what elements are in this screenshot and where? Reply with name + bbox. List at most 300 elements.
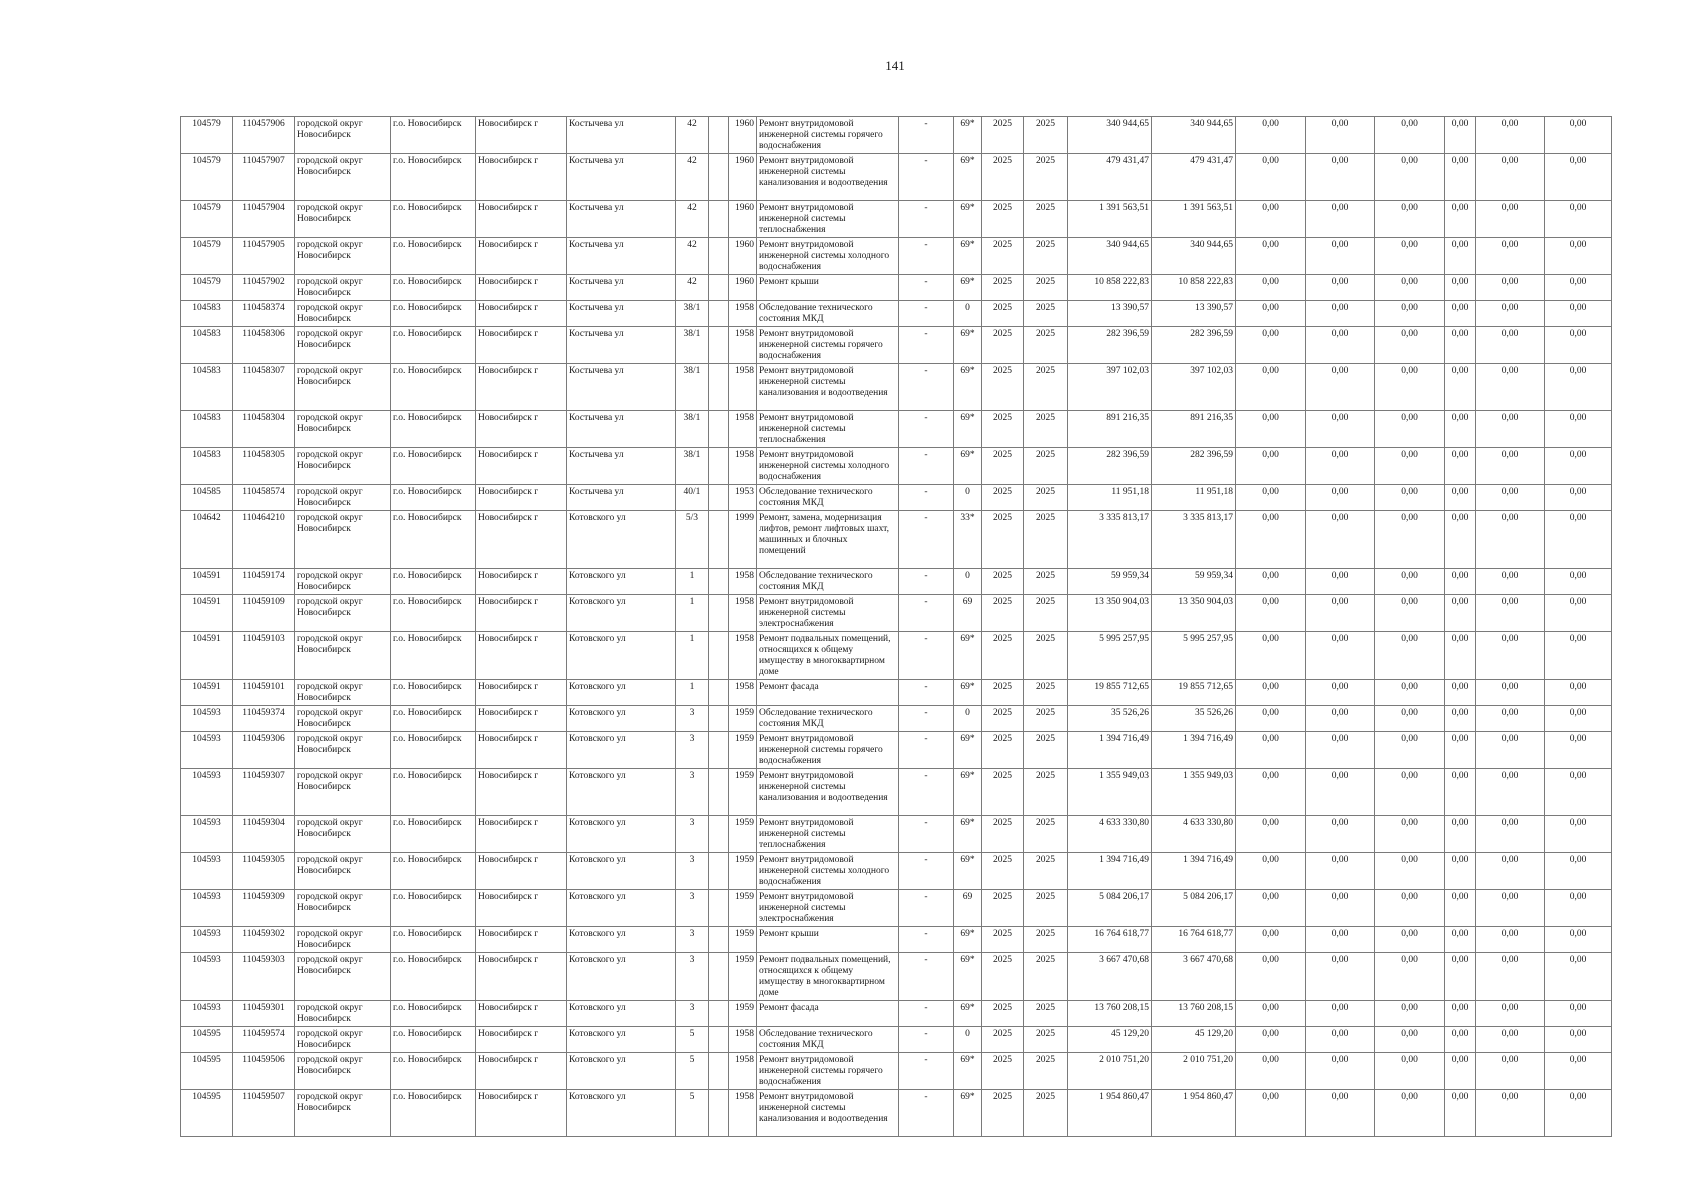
cell-house-number: 1 — [676, 680, 709, 706]
cell-other-funds: 0,00 — [1476, 1001, 1545, 1027]
table-row — [181, 853, 1612, 890]
cell-locality: Новосибирск г — [476, 327, 567, 364]
cell-work-id: 110457906 — [233, 117, 295, 154]
cell-owners-funds: 0,00 — [1445, 364, 1476, 411]
cell-regional-funds: 0,00 — [1306, 201, 1375, 238]
cell-house-id: 104595 — [181, 1027, 233, 1053]
cell-house-number: 3 — [676, 1001, 709, 1027]
cell-house-number: 5 — [676, 1090, 709, 1137]
cell-house-number: 42 — [676, 117, 709, 154]
cell-cost-unit: - — [899, 448, 954, 485]
cell-house-id: 104579 — [181, 275, 233, 301]
cell-wear-percent: 69* — [954, 238, 982, 275]
cell-regional-funds: 0,00 — [1306, 853, 1375, 890]
cell-plan-end: 2025 — [1024, 1053, 1068, 1090]
cell-work-id: 110459101 — [233, 680, 295, 706]
cell-locality: Новосибирск г — [476, 732, 567, 769]
cell-municipality: г.о. Новосибирск — [391, 485, 476, 511]
cell-plan-end: 2025 — [1024, 327, 1068, 364]
cell-owners-funds: 0,00 — [1445, 485, 1476, 511]
cell-work-id: 110459307 — [233, 769, 295, 816]
table-row — [181, 706, 1612, 732]
cell-work-id: 110458306 — [233, 327, 295, 364]
cell-other-funds: 0,00 — [1476, 816, 1545, 853]
cell-municipality: г.о. Новосибирск — [391, 1090, 476, 1137]
cell-fund-cost: 340 944,65 — [1152, 238, 1236, 275]
cell-street: Котовского ул — [567, 953, 676, 1001]
cell-reserve-funds: 0,00 — [1545, 117, 1612, 154]
cell-district: городской округ Новосибирск — [295, 1090, 391, 1137]
cell-reserve-funds: 0,00 — [1545, 511, 1612, 569]
cell-municipality: г.о. Новосибирск — [391, 927, 476, 953]
cell-work-id: 110457907 — [233, 154, 295, 201]
cell-work-id: 110459109 — [233, 595, 295, 632]
cell-locality: Новосибирск г — [476, 1027, 567, 1053]
cell-work-id: 110457902 — [233, 275, 295, 301]
cell-work-type: Ремонт фасада — [757, 680, 899, 706]
cell-work-type: Ремонт подвальных помещений, относящихся к общему имуществу в многоквартирном доме — [757, 953, 899, 1001]
cell-housing — [709, 569, 729, 595]
cell-year-built: 1959 — [729, 853, 757, 890]
cell-street: Котовского ул — [567, 769, 676, 816]
cell-federal-funds: 0,00 — [1236, 890, 1306, 927]
cell-district: городской округ Новосибирск — [295, 632, 391, 680]
cell-locality: Новосибирск г — [476, 953, 567, 1001]
cell-cost-unit: - — [899, 411, 954, 448]
table-row — [181, 275, 1612, 301]
cell-municipality: г.о. Новосибирск — [391, 411, 476, 448]
cell-district: городской округ Новосибирск — [295, 1001, 391, 1027]
cell-local-funds: 0,00 — [1375, 1053, 1445, 1090]
cell-owners-funds: 0,00 — [1445, 448, 1476, 485]
cell-other-funds: 0,00 — [1476, 448, 1545, 485]
cell-local-funds: 0,00 — [1375, 327, 1445, 364]
cell-other-funds: 0,00 — [1476, 927, 1545, 953]
cell-work-id: 110459305 — [233, 853, 295, 890]
cell-local-funds: 0,00 — [1375, 706, 1445, 732]
cell-plan-end: 2025 — [1024, 448, 1068, 485]
cell-plan-start: 2025 — [982, 154, 1024, 201]
cell-municipality: г.о. Новосибирск — [391, 364, 476, 411]
cell-plan-end: 2025 — [1024, 890, 1068, 927]
cell-owners-funds: 0,00 — [1445, 680, 1476, 706]
cell-district: городской округ Новосибирск — [295, 853, 391, 890]
cell-plan-start: 2025 — [982, 1027, 1024, 1053]
cell-housing — [709, 632, 729, 680]
cell-district: городской округ Новосибирск — [295, 927, 391, 953]
cell-reserve-funds: 0,00 — [1545, 201, 1612, 238]
cell-plan-start: 2025 — [982, 927, 1024, 953]
table-row — [181, 732, 1612, 769]
page-number: 141 — [885, 58, 905, 73]
cell-work-id: 110458374 — [233, 301, 295, 327]
cell-fund-cost: 282 396,59 — [1152, 448, 1236, 485]
cell-work-type: Ремонт внутридомовой инженерной системы горячего водоснабжения — [757, 732, 899, 769]
cell-local-funds: 0,00 — [1375, 816, 1445, 853]
cell-work-type: Ремонт крыши — [757, 275, 899, 301]
cell-work-id: 110459507 — [233, 1090, 295, 1137]
cell-work-id: 110464210 — [233, 511, 295, 569]
cell-local-funds: 0,00 — [1375, 485, 1445, 511]
cell-owners-funds: 0,00 — [1445, 953, 1476, 1001]
cell-total-cost: 479 431,47 — [1068, 154, 1152, 201]
cell-cost-unit: - — [899, 595, 954, 632]
cell-regional-funds: 0,00 — [1306, 485, 1375, 511]
cell-work-type: Ремонт внутридомовой инженерной системы теплоснабжения — [757, 201, 899, 238]
cell-cost-unit: - — [899, 301, 954, 327]
cell-other-funds: 0,00 — [1476, 1027, 1545, 1053]
cell-work-type: Ремонт внутридомовой инженерной системы горячего водоснабжения — [757, 1053, 899, 1090]
cell-work-id: 110459304 — [233, 816, 295, 853]
cell-regional-funds: 0,00 — [1306, 411, 1375, 448]
cell-housing — [709, 154, 729, 201]
cell-plan-start: 2025 — [982, 1090, 1024, 1137]
cell-locality: Новосибирск г — [476, 448, 567, 485]
cell-house-number: 3 — [676, 706, 709, 732]
cell-work-type: Ремонт внутридомовой инженерной системы канализования и водоотведения — [757, 154, 899, 201]
cell-locality: Новосибирск г — [476, 853, 567, 890]
cell-locality: Новосибирск г — [476, 706, 567, 732]
cell-work-id: 110459174 — [233, 569, 295, 595]
cell-year-built: 1960 — [729, 201, 757, 238]
cell-total-cost: 45 129,20 — [1068, 1027, 1152, 1053]
cell-total-cost: 13 390,57 — [1068, 301, 1152, 327]
cell-cost-unit: - — [899, 890, 954, 927]
cell-local-funds: 0,00 — [1375, 680, 1445, 706]
cell-wear-percent: 69 — [954, 595, 982, 632]
cell-work-type: Ремонт внутридомовой инженерной системы канализования и водоотведения — [757, 364, 899, 411]
cell-district: городской округ Новосибирск — [295, 953, 391, 1001]
cell-house-number: 5 — [676, 1053, 709, 1090]
cell-other-funds: 0,00 — [1476, 706, 1545, 732]
cell-plan-end: 2025 — [1024, 1090, 1068, 1137]
table-row — [181, 1001, 1612, 1027]
cell-street: Костычева ул — [567, 238, 676, 275]
cell-work-type: Ремонт фасада — [757, 1001, 899, 1027]
cell-locality: Новосибирск г — [476, 1090, 567, 1137]
cell-street: Котовского ул — [567, 569, 676, 595]
cell-regional-funds: 0,00 — [1306, 154, 1375, 201]
cell-house-id: 104591 — [181, 595, 233, 632]
cell-other-funds: 0,00 — [1476, 154, 1545, 201]
cell-municipality: г.о. Новосибирск — [391, 154, 476, 201]
cell-district: городской округ Новосибирск — [295, 706, 391, 732]
cell-owners-funds: 0,00 — [1445, 569, 1476, 595]
cell-district: городской округ Новосибирск — [295, 327, 391, 364]
cell-work-type: Обследование технического состояния МКД — [757, 569, 899, 595]
repair-program-table — [180, 116, 1612, 1137]
cell-locality: Новосибирск г — [476, 511, 567, 569]
cell-reserve-funds: 0,00 — [1545, 853, 1612, 890]
cell-district: городской округ Новосибирск — [295, 732, 391, 769]
cell-other-funds: 0,00 — [1476, 853, 1545, 890]
cell-total-cost: 282 396,59 — [1068, 327, 1152, 364]
cell-plan-end: 2025 — [1024, 364, 1068, 411]
cell-total-cost: 891 216,35 — [1068, 411, 1152, 448]
cell-plan-start: 2025 — [982, 732, 1024, 769]
cell-house-number: 3 — [676, 816, 709, 853]
cell-house-id: 104593 — [181, 890, 233, 927]
cell-owners-funds: 0,00 — [1445, 1053, 1476, 1090]
cell-plan-start: 2025 — [982, 327, 1024, 364]
cell-regional-funds: 0,00 — [1306, 953, 1375, 1001]
cell-district: городской округ Новосибирск — [295, 275, 391, 301]
cell-year-built: 1958 — [729, 1090, 757, 1137]
cell-total-cost: 1 954 860,47 — [1068, 1090, 1152, 1137]
cell-local-funds: 0,00 — [1375, 1090, 1445, 1137]
cell-street: Костычева ул — [567, 485, 676, 511]
cell-plan-end: 2025 — [1024, 201, 1068, 238]
cell-owners-funds: 0,00 — [1445, 117, 1476, 154]
cell-municipality: г.о. Новосибирск — [391, 953, 476, 1001]
cell-cost-unit: - — [899, 569, 954, 595]
cell-district: городской округ Новосибирск — [295, 117, 391, 154]
cell-plan-start: 2025 — [982, 816, 1024, 853]
cell-wear-percent: 69* — [954, 732, 982, 769]
cell-locality: Новосибирск г — [476, 364, 567, 411]
cell-work-id: 110458305 — [233, 448, 295, 485]
cell-local-funds: 0,00 — [1375, 154, 1445, 201]
cell-total-cost: 10 858 222,83 — [1068, 275, 1152, 301]
cell-local-funds: 0,00 — [1375, 595, 1445, 632]
cell-fund-cost: 4 633 330,80 — [1152, 816, 1236, 853]
cell-work-id: 110458574 — [233, 485, 295, 511]
cell-other-funds: 0,00 — [1476, 485, 1545, 511]
cell-year-built: 1959 — [729, 890, 757, 927]
cell-house-number: 42 — [676, 154, 709, 201]
cell-work-type: Обследование технического состояния МКД — [757, 706, 899, 732]
cell-house-number: 3 — [676, 927, 709, 953]
cell-cost-unit: - — [899, 927, 954, 953]
cell-plan-start: 2025 — [982, 117, 1024, 154]
cell-work-type: Ремонт подвальных помещений, относящихся к общему имуществу в многоквартирном доме — [757, 632, 899, 680]
cell-house-number: 3 — [676, 769, 709, 816]
cell-total-cost: 13 760 208,15 — [1068, 1001, 1152, 1027]
cell-federal-funds: 0,00 — [1236, 411, 1306, 448]
cell-other-funds: 0,00 — [1476, 680, 1545, 706]
cell-street: Костычева ул — [567, 154, 676, 201]
cell-housing — [709, 485, 729, 511]
cell-house-id: 104591 — [181, 632, 233, 680]
cell-owners-funds: 0,00 — [1445, 595, 1476, 632]
cell-cost-unit: - — [899, 238, 954, 275]
cell-wear-percent: 69* — [954, 769, 982, 816]
cell-municipality: г.о. Новосибирск — [391, 853, 476, 890]
cell-work-id: 110457904 — [233, 201, 295, 238]
table-row — [181, 327, 1612, 364]
cell-fund-cost: 3 667 470,68 — [1152, 953, 1236, 1001]
cell-year-built: 1958 — [729, 364, 757, 411]
cell-owners-funds: 0,00 — [1445, 816, 1476, 853]
cell-district: городской округ Новосибирск — [295, 769, 391, 816]
cell-owners-funds: 0,00 — [1445, 927, 1476, 953]
cell-owners-funds: 0,00 — [1445, 853, 1476, 890]
cell-wear-percent: 69* — [954, 117, 982, 154]
cell-house-number: 3 — [676, 732, 709, 769]
cell-plan-end: 2025 — [1024, 769, 1068, 816]
cell-owners-funds: 0,00 — [1445, 238, 1476, 275]
cell-work-id: 110459301 — [233, 1001, 295, 1027]
cell-regional-funds: 0,00 — [1306, 769, 1375, 816]
cell-work-id: 110459374 — [233, 706, 295, 732]
cell-regional-funds: 0,00 — [1306, 816, 1375, 853]
cell-street: Котовского ул — [567, 595, 676, 632]
cell-street: Костычева ул — [567, 301, 676, 327]
cell-street: Костычева ул — [567, 411, 676, 448]
cell-total-cost: 1 394 716,49 — [1068, 732, 1152, 769]
cell-cost-unit: - — [899, 117, 954, 154]
cell-year-built: 1959 — [729, 706, 757, 732]
cell-plan-end: 2025 — [1024, 275, 1068, 301]
cell-cost-unit: - — [899, 364, 954, 411]
cell-housing — [709, 301, 729, 327]
cell-housing — [709, 706, 729, 732]
cell-wear-percent: 69* — [954, 275, 982, 301]
cell-total-cost: 340 944,65 — [1068, 117, 1152, 154]
table-row — [181, 680, 1612, 706]
cell-housing — [709, 890, 729, 927]
cell-municipality: г.о. Новосибирск — [391, 301, 476, 327]
cell-cost-unit: - — [899, 706, 954, 732]
cell-house-id: 104579 — [181, 117, 233, 154]
cell-work-type: Ремонт внутридомовой инженерной системы холодного водоснабжения — [757, 448, 899, 485]
cell-owners-funds: 0,00 — [1445, 706, 1476, 732]
cell-fund-cost: 35 526,26 — [1152, 706, 1236, 732]
cell-reserve-funds: 0,00 — [1545, 275, 1612, 301]
cell-local-funds: 0,00 — [1375, 769, 1445, 816]
cell-owners-funds: 0,00 — [1445, 732, 1476, 769]
cell-wear-percent: 69* — [954, 1001, 982, 1027]
cell-wear-percent: 0 — [954, 301, 982, 327]
cell-house-id: 104591 — [181, 680, 233, 706]
cell-cost-unit: - — [899, 732, 954, 769]
cell-municipality: г.о. Новосибирск — [391, 816, 476, 853]
cell-work-id: 110459306 — [233, 732, 295, 769]
cell-cost-unit: - — [899, 327, 954, 364]
cell-other-funds: 0,00 — [1476, 769, 1545, 816]
table-row — [181, 890, 1612, 927]
cell-locality: Новосибирск г — [476, 569, 567, 595]
cell-street: Костычева ул — [567, 364, 676, 411]
cell-local-funds: 0,00 — [1375, 275, 1445, 301]
cell-work-type: Ремонт крыши — [757, 927, 899, 953]
cell-plan-start: 2025 — [982, 238, 1024, 275]
cell-wear-percent: 0 — [954, 1027, 982, 1053]
cell-municipality: г.о. Новосибирск — [391, 890, 476, 927]
cell-house-number: 5/3 — [676, 511, 709, 569]
cell-locality: Новосибирск г — [476, 890, 567, 927]
cell-work-id: 110459302 — [233, 927, 295, 953]
cell-regional-funds: 0,00 — [1306, 1027, 1375, 1053]
cell-street: Котовского ул — [567, 890, 676, 927]
cell-reserve-funds: 0,00 — [1545, 238, 1612, 275]
cell-house-number: 40/1 — [676, 485, 709, 511]
cell-plan-start: 2025 — [982, 1053, 1024, 1090]
cell-wear-percent: 0 — [954, 706, 982, 732]
cell-house-id: 104593 — [181, 816, 233, 853]
cell-federal-funds: 0,00 — [1236, 1090, 1306, 1137]
cell-plan-end: 2025 — [1024, 154, 1068, 201]
table-row — [181, 364, 1612, 411]
cell-fund-cost: 397 102,03 — [1152, 364, 1236, 411]
cell-plan-start: 2025 — [982, 411, 1024, 448]
cell-other-funds: 0,00 — [1476, 238, 1545, 275]
cell-district: городской округ Новосибирск — [295, 448, 391, 485]
cell-work-id: 110457905 — [233, 238, 295, 275]
cell-housing — [709, 816, 729, 853]
cell-house-id: 104593 — [181, 732, 233, 769]
cell-work-id: 110459309 — [233, 890, 295, 927]
cell-federal-funds: 0,00 — [1236, 275, 1306, 301]
cell-total-cost: 11 951,18 — [1068, 485, 1152, 511]
cell-work-id: 110459506 — [233, 1053, 295, 1090]
cell-housing — [709, 680, 729, 706]
cell-owners-funds: 0,00 — [1445, 327, 1476, 364]
cell-year-built: 1958 — [729, 327, 757, 364]
cell-plan-start: 2025 — [982, 1001, 1024, 1027]
cell-house-number: 3 — [676, 853, 709, 890]
cell-municipality: г.о. Новосибирск — [391, 680, 476, 706]
cell-cost-unit: - — [899, 485, 954, 511]
cell-wear-percent: 0 — [954, 569, 982, 595]
cell-reserve-funds: 0,00 — [1545, 154, 1612, 201]
cell-year-built: 1960 — [729, 275, 757, 301]
cell-reserve-funds: 0,00 — [1545, 485, 1612, 511]
cell-housing — [709, 769, 729, 816]
cell-house-id: 104579 — [181, 154, 233, 201]
cell-total-cost: 5 084 206,17 — [1068, 890, 1152, 927]
cell-fund-cost: 5 084 206,17 — [1152, 890, 1236, 927]
cell-wear-percent: 69* — [954, 201, 982, 238]
cell-year-built: 1959 — [729, 953, 757, 1001]
cell-plan-start: 2025 — [982, 301, 1024, 327]
cell-year-built: 1959 — [729, 1001, 757, 1027]
cell-district: городской округ Новосибирск — [295, 154, 391, 201]
cell-housing — [709, 364, 729, 411]
cell-reserve-funds: 0,00 — [1545, 327, 1612, 364]
cell-housing — [709, 511, 729, 569]
cell-reserve-funds: 0,00 — [1545, 816, 1612, 853]
cell-fund-cost: 3 335 813,17 — [1152, 511, 1236, 569]
table-row — [181, 448, 1612, 485]
cell-house-id: 104591 — [181, 569, 233, 595]
cell-fund-cost: 59 959,34 — [1152, 569, 1236, 595]
cell-plan-start: 2025 — [982, 953, 1024, 1001]
cell-locality: Новосибирск г — [476, 117, 567, 154]
cell-regional-funds: 0,00 — [1306, 364, 1375, 411]
cell-wear-percent: 69 — [954, 890, 982, 927]
cell-federal-funds: 0,00 — [1236, 1001, 1306, 1027]
cell-year-built: 1959 — [729, 816, 757, 853]
cell-cost-unit: - — [899, 1053, 954, 1090]
cell-other-funds: 0,00 — [1476, 201, 1545, 238]
cell-local-funds: 0,00 — [1375, 853, 1445, 890]
table-row — [181, 569, 1612, 595]
cell-municipality: г.о. Новосибирск — [391, 1001, 476, 1027]
cell-regional-funds: 0,00 — [1306, 732, 1375, 769]
cell-other-funds: 0,00 — [1476, 511, 1545, 569]
cell-fund-cost: 1 355 949,03 — [1152, 769, 1236, 816]
cell-work-type: Обследование технического состояния МКД — [757, 1027, 899, 1053]
cell-regional-funds: 0,00 — [1306, 1053, 1375, 1090]
cell-house-number: 3 — [676, 890, 709, 927]
cell-municipality: г.о. Новосибирск — [391, 1027, 476, 1053]
cell-year-built: 1959 — [729, 927, 757, 953]
cell-fund-cost: 45 129,20 — [1152, 1027, 1236, 1053]
cell-regional-funds: 0,00 — [1306, 680, 1375, 706]
cell-locality: Новосибирск г — [476, 1053, 567, 1090]
cell-plan-end: 2025 — [1024, 1027, 1068, 1053]
